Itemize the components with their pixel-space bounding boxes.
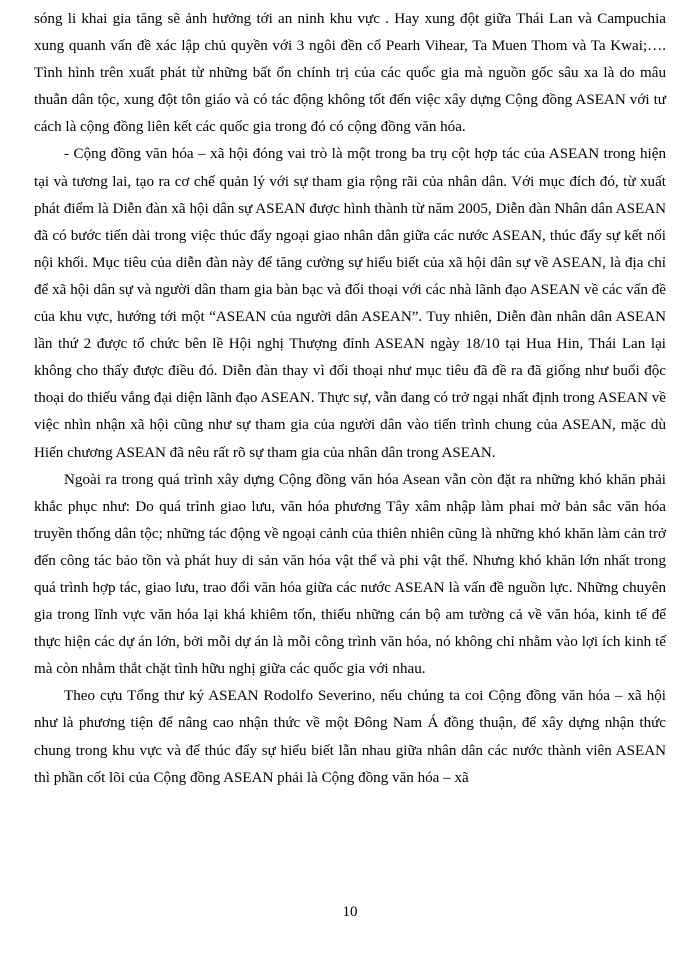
paragraph-continuation: sóng li khai gia tăng sẽ ảnh hưởng tới an ninh khu vực . Hay xung đột giữa Thái Lan và Campuchia xung quanh vấn đề xác lập chủ quyền với 3 ngôi đền cổ Pearh Vihear, Ta Muen Thom và Ta Kwai;…. Tình hình trên xuất phát từ những bất ổn chính trị của các quốc gia mà nguồn gốc sâu xa là do mâu thuẫn dân tộc, xung đột tôn giáo và có tác động không tốt đến việc xây dựng Cộng đồng ASEAN với tư cách là cộng đồng liên kết các quốc gia trong đó có cộng đồng văn hóa. (34, 11, 666, 136)
document-page (34, 6, 666, 792)
page-number: 10 (342, 904, 358, 920)
paragraph-difficulties: Ngoài ra trong quá trình xây dựng Cộng đồng văn hóa Asean vẫn còn đặt ra những khó khăn phải khắc phục như: Do quá trình giao lưu, văn hóa phương Tây xâm nhập làm phai mờ bản sắc văn hóa truyền thống dân tộc; những tác động về ngoại cảnh của thiên nhiên cũng là những khó khăn làm cản trở đến công tác bảo tồn và phát huy di sản văn hóa vật thể và phi vật thể. Nhưng khó khăn lớn nhất trong quá trình hợp tác, giao lưu, trao đổi văn hóa giữa các nước ASEAN là vấn đề nguồn lực. Những chuyên gia trong lĩnh vực văn hóa lại khá khiêm tốn, thiếu những cán bộ am tường cả về văn hóa, kinh tế để thực hiện các dự án lớn, bởi mỗi dự án là mỗi công trình văn hóa, nó không chỉ nhằm vào lợi ích kinh tế mà còn nhằm thắt chặt tình hữu nghị giữa các quốc gia với nhau. (34, 471, 666, 678)
paragraph-severino: Theo cựu Tổng thư ký ASEAN Rodolfo Severino, nếu chúng ta coi Cộng đồng văn hóa – xã hội như là phương tiện để nâng cao nhận thức về một Đông Nam Á đồng thuận, để xây dựng nhận thức chung trong khu vực và để thúc đẩy sự hiểu biết lẫn nhau giữa nhân dân các nước thành viên ASEAN thì phần cốt lõi của Cộng đồng ASEAN phải là Cộng đồng văn hóa – xã (34, 688, 666, 786)
paragraph-community-pillar: - Cộng đồng văn hóa – xã hội đóng vai trò là một trong ba trụ cột hợp tác của ASEAN trong hiện tại và tương lai, tạo ra cơ chế quản lý với sự tham gia rộng rãi của nhân dân. Với mục đích đó, từ xuất phát điểm là Diễn đàn xã hội dân sự ASEAN được hình thành từ năm 2005, Diễn đàn Nhân dân ASEAN đã có bước tiến dài trong việc thúc đẩy ngoại giao nhân dân giữa các nước ASEAN, thúc đẩy sự kết nối nội khối. Mục tiêu của diễn đàn này để tăng cường sự hiểu biết của xã hội dân sự về ASEAN, là địa chỉ để xã hội dân sự và người dân tham gia bàn bạc và đối thoại với các nhà lãnh đạo ASEAN về các vấn đề của khu vực, hướng tới một “ASEAN của người dân ASEAN”. Tuy nhiên, Diễn đàn nhân dân ASEAN lần thứ 2 được tổ chức bên lề Hội nghị Thượng đỉnh ASEAN ngày 18/10 tại Hua Hin, Thái Lan lại không cho thấy được điều đó. Diễn đàn thay vì đối thoại như mục tiêu đã đề ra đã giống như buổi độc thoại do thiếu vắng đại diện lãnh đạo ASEAN. Thực sự, vẫn đang có trở ngại nhất định trong ASEAN về việc nhìn nhận xã hội cũng như sự tham gia của người dân vào tiến trình chung của ASEAN, mặc dù Hiến chương ASEAN đã nêu rất rõ sự tham gia của nhân dân trong ASEAN. (34, 146, 666, 461)
